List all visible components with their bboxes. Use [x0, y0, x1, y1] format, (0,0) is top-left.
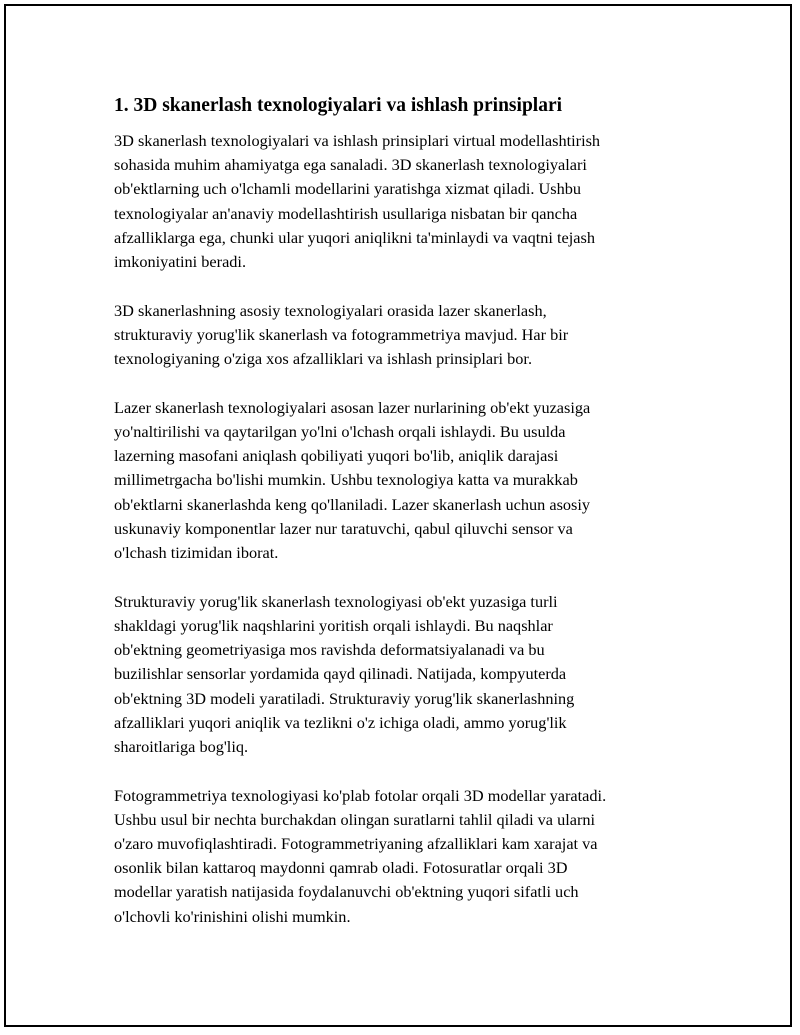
text-line: ob'ektlarning uch o'lchamli modellarini yaratishga xizmat qiladi. Ushbu: [114, 179, 582, 199]
text-line: Ushbu usul bir nechta burchakdan olingan suratlarni tahlil qiladi va ularni: [114, 809, 596, 829]
text-line: strukturaviy yorug'lik skanerlash va fotogrammetriya mavjud. Har bir: [114, 324, 569, 344]
text-line: o'zaro muvofiqlashtiradi. Fotogrammetriyaning afzalliklari kam xarajat va: [114, 834, 598, 854]
text-line: modellar yaratish natijasida foydalanuvchi ob'ektning yuqori sifatli uch: [114, 882, 579, 902]
text-line: lazerning masofani aniqlash qobiliyati yuqori bo'lib, aniqlik darajasi: [114, 446, 559, 466]
paragraph-5: [114, 784, 694, 929]
text-line: millimetrgacha bo'lishi mumkin. Ushbu texnologiya katta va murakkab: [114, 470, 578, 490]
text-line: buzilishlar sensorlar yordamida qayd qilinadi. Natijada, kompyuterda: [114, 664, 567, 684]
text-line: ob'ektlarni skanerlashda keng qo'llaniladi. Lazer skanerlash uchun asosiy: [114, 494, 591, 514]
text-line: shakldagi yorug'lik naqshlarini yoritish orqali ishlaydi. Bu naqshlar: [114, 615, 553, 635]
text-line: texnologiyalar an'anaviy modellashtirish usullariga nisbatan bir qancha: [114, 203, 578, 223]
text-line: sohasida muhim ahamiyatga ega sanaladi. 3D skanerlash texnologiyalari: [114, 155, 587, 175]
text-line: Lazer skanerlash texnologiyalari asosan lazer nurlarining ob'ekt yuzasiga: [114, 397, 591, 417]
text-line: ob'ektning 3D modeli yaratiladi. Strukturaviy yorug'lik skanerlashning: [114, 688, 575, 708]
text-line: Strukturaviy yorug'lik skanerlash texnologiyasi ob'ekt yuzasiga turli: [114, 591, 558, 611]
text-line: 3D skanerlash texnologiyalari va ishlash prinsiplari virtual modellashtirish: [114, 131, 601, 150]
document-body: [114, 92, 694, 953]
text-line: o'lchovli ko'rinishini olishi mumkin.: [114, 906, 351, 926]
text-line: sharoitlariga bog'liq.: [114, 736, 249, 756]
text-line: uskunaviy komponentlar lazer nur taratuvchi, qabul qiluvchi sensor va: [114, 518, 573, 538]
paragraph-3: [114, 396, 694, 565]
section-heading: 1. 3D skanerlash texnologiyalari va ishlash prinsiplari: [114, 95, 563, 116]
paragraph-4: [114, 590, 694, 759]
text-line: osonlik bilan kattaroq maydonni qamrab oladi. Fotosuratlar orqali 3D: [114, 858, 568, 878]
text-line: imkoniyatini beradi.: [114, 252, 247, 272]
text-line: Fotogrammetriya texnologiyasi ko'plab fotolar orqali 3D modellar yaratadi.: [114, 785, 607, 805]
paragraph-2: [114, 299, 694, 372]
text-line: 3D skanerlashning asosiy texnologiyalari orasida lazer skanerlash,: [114, 300, 547, 320]
text-line: ob'ektning geometriyasiga mos ravishda deformatsiyalanadi va bu: [114, 640, 545, 660]
text-line: afzalliklari yuqori aniqlik va tezlikni o'z ichiga oladi, ammo yorug'lik: [114, 712, 567, 732]
text-line: texnologiyaning o'ziga xos afzalliklari va ishlash prinsiplari bor.: [114, 349, 533, 369]
text-line: afzalliklarga ega, chunki ular yuqori aniqlikni ta'minlaydi va vaqtni tejash: [114, 227, 595, 247]
text-line: yo'naltirilishi va qaytarilgan yo'lni o'lchash orqali ishlaydi. Bu usulda: [114, 422, 566, 442]
text-line: o'lchash tizimidan iborat.: [114, 543, 279, 563]
paragraph-1: [114, 129, 694, 274]
